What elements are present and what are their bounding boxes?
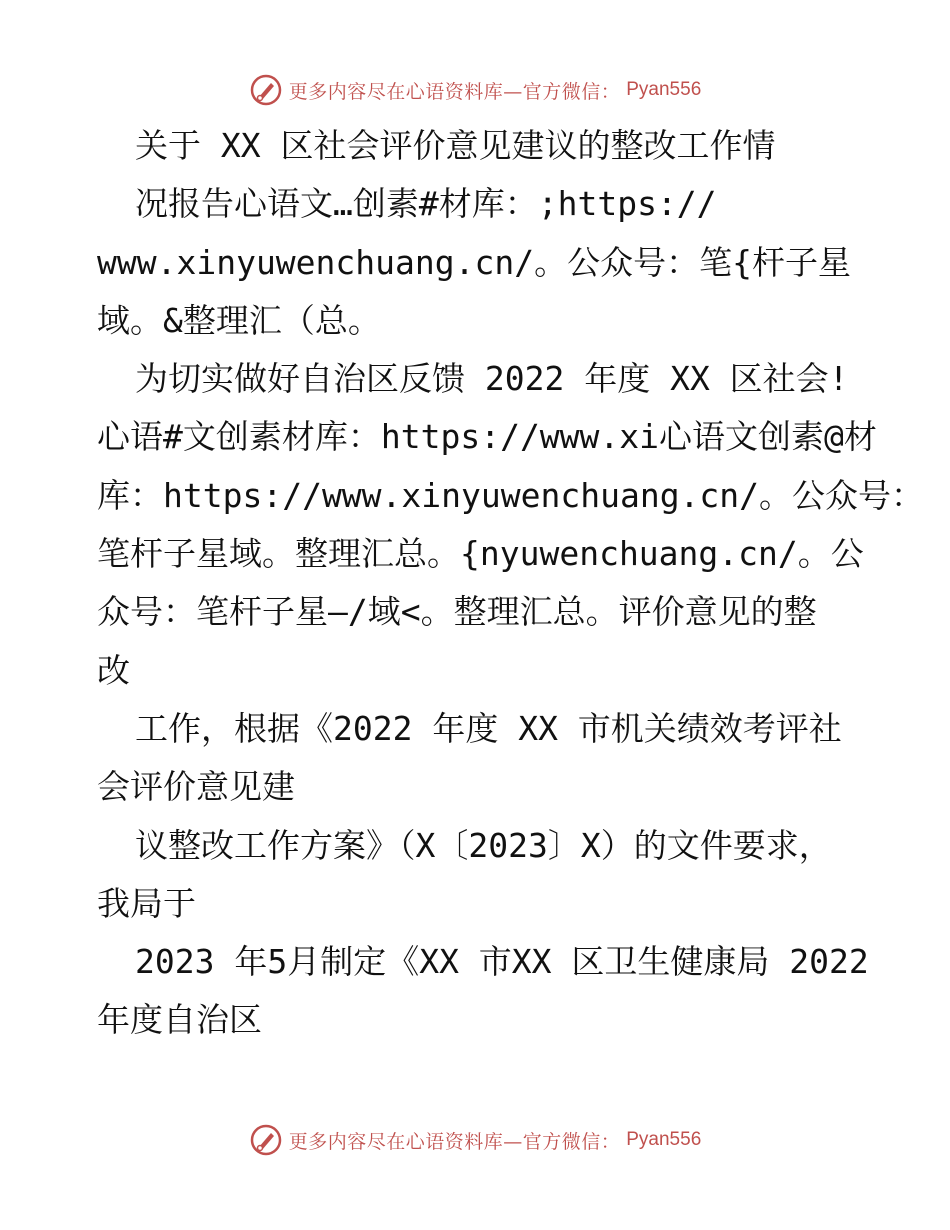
body-line: 域。&整理汇（总。 <box>97 300 381 340</box>
document-body <box>97 117 925 1050</box>
body-line: 况报告心语文…创素#材库：;https:// <box>135 184 717 224</box>
body-line: www.xinyuwenchuang.cn/。公众号：笔{杆子星 <box>97 242 851 282</box>
body-line: 库：https://www.xinyuwenchuang.cn/。公众号： <box>97 475 925 515</box>
pen-seal-icon <box>249 1123 283 1157</box>
body-line: 年度自治区 <box>97 1000 262 1040</box>
header-banner-text: 更多内容尽在心语资料库—官方微信： <box>288 80 621 103</box>
body-line: 2023 年5月制定《XX 市XX 区卫生健康局 2022 <box>135 942 869 982</box>
body-line: 笔杆子星域。整理汇总。{nyuwenchuang.cn/。公 <box>97 534 864 574</box>
pen-seal-icon <box>249 73 283 107</box>
body-line: 改 <box>97 650 130 690</box>
footer-wechat-id: Pyan556 <box>626 1129 702 1150</box>
footer-banner <box>0 1120 950 1160</box>
header-banner <box>0 70 950 110</box>
body-line: 议整改工作方案》（X〔2023〕X）的文件要求， <box>135 825 832 865</box>
header-wechat-id: Pyan556 <box>626 79 702 100</box>
body-line: 众号：笔杆子星—/域<。整理汇总。评价意见的整 <box>97 592 817 632</box>
body-line: 会评价意见建 <box>97 767 295 807</box>
body-line: 心语#文创素材库：https://www.xi心语文创素@材 <box>97 417 877 457</box>
body-line: 为切实做好自治区反馈 2022 年度 XX 区社会! <box>135 359 849 399</box>
body-line: 工作，根据《2022 年度 XX 市机关绩效考评社 <box>135 708 842 748</box>
body-line: 我局于 <box>97 883 196 923</box>
body-line: 关于 XX 区社会评价意见建议的整改工作情 <box>135 126 776 165</box>
footer-banner-text: 更多内容尽在心语资料库—官方微信： <box>288 1130 621 1153</box>
